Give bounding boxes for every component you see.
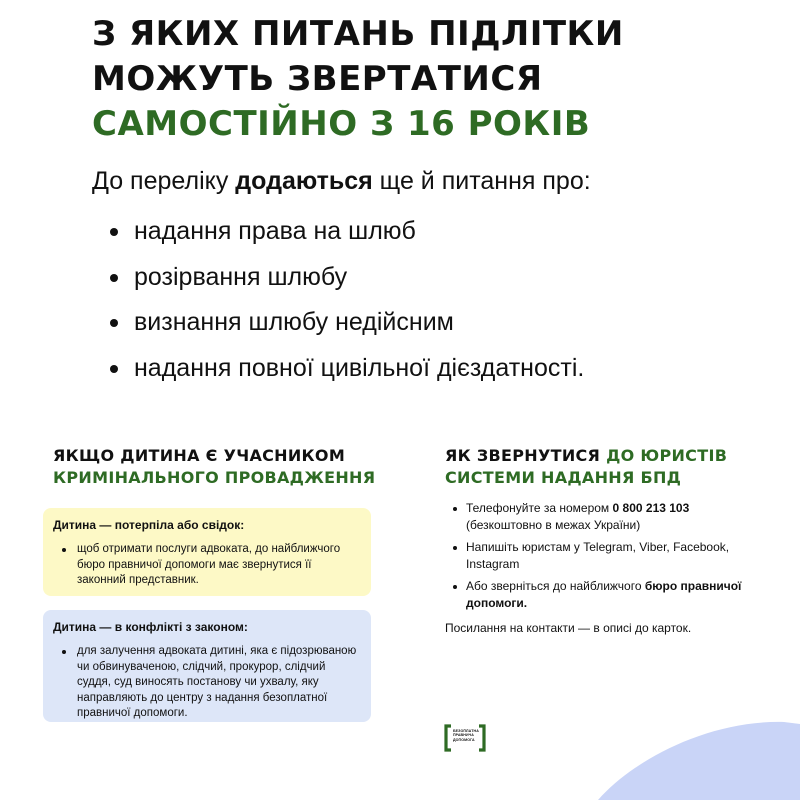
victim-witness-box xyxy=(43,508,371,596)
conflict-box-text: для залучення адвоката дитині, яка є підозрюваною чи обвинуваченою, слідчий, прокурор, слідчий суддя, суд виносять постанову чи ухвалу, яку направляють до центру з надання безоплатної правничої допомоги. xyxy=(58,644,359,722)
contact-methods-list xyxy=(450,500,780,617)
victim-box-text: щоб отримати послуги адвоката, до найближчого бюро правничої допомоги має звернутися її законний представник. xyxy=(58,542,359,589)
title-line-1: З ЯКИХ ПИТАНЬ ПІДЛІТКИ xyxy=(92,14,624,54)
list-item: визнання шлюбу недійсним xyxy=(110,305,584,351)
decorative-blob-icon xyxy=(598,720,800,800)
logo-line-3: ДОПОМОГА xyxy=(453,737,475,742)
conflict-box-heading: Дитина — в конфлікті з законом: xyxy=(53,620,248,634)
contact-title-line-2: СИСТЕМИ НАДАННЯ БПД xyxy=(445,468,682,487)
page-title xyxy=(92,12,772,147)
list-item: надання права на шлюб xyxy=(110,214,584,260)
criminal-title-line-1: ЯКЩО ДИТИНА Є УЧАСНИКОМ xyxy=(53,446,346,465)
contact-title-plain: ЯК ЗВЕРНУТИСЯ xyxy=(445,446,607,465)
intro-bold: додаються xyxy=(235,167,373,195)
messengers-text: Напишіть юристам у Telegram, Viber, Facebook, Instagram xyxy=(466,540,730,571)
list-item: надання повної цивільної дієздатності. xyxy=(110,351,584,397)
phone-note: (безкоштовно в межах України) xyxy=(466,517,641,532)
issues-list xyxy=(110,214,584,396)
bureau-link: бюро правничої допомоги. xyxy=(466,579,742,610)
contact-phone-item xyxy=(450,500,780,533)
logo-line-1: БЕЗОПЛАТНА xyxy=(453,729,479,733)
logo-text xyxy=(453,729,483,742)
contact-title-line-1 xyxy=(445,445,727,467)
title-line-2: МОЖУТЬ ЗВЕРТАТИСЯ xyxy=(92,59,543,99)
contact-messengers-item xyxy=(450,539,780,572)
contact-title-accent: ДО ЮРИСТІВ xyxy=(606,446,728,465)
bpd-logo-icon xyxy=(444,724,486,752)
phone-number[interactable]: 0 800 213 103 xyxy=(612,501,690,515)
bureau-prefix: Або зверніться до найближчого xyxy=(466,579,645,593)
intro-after: ще й питання про: xyxy=(372,167,591,195)
victim-box-heading: Дитина — потерпіла або свідок: xyxy=(53,518,245,532)
criminal-section-title xyxy=(53,445,375,489)
criminal-title-line-2: КРИМІНАЛЬНОГО ПРОВАДЖЕННЯ xyxy=(53,468,376,487)
title-line-3: САМОСТІЙНО З 16 РОКІВ xyxy=(92,104,591,144)
contacts-note: Посилання на контакти — в описі до карток. xyxy=(445,621,692,635)
logo-line-2: ПРАВНИЧА xyxy=(453,733,474,738)
contact-bureau-item xyxy=(450,578,780,611)
phone-prefix: Телефонуйте за номером xyxy=(466,501,613,515)
intro-before: До переліку xyxy=(92,167,236,195)
conflict-with-law-box xyxy=(43,610,371,722)
list-item: розірвання шлюбу xyxy=(110,260,584,306)
intro-text xyxy=(92,164,772,198)
contact-section-title xyxy=(445,445,727,489)
